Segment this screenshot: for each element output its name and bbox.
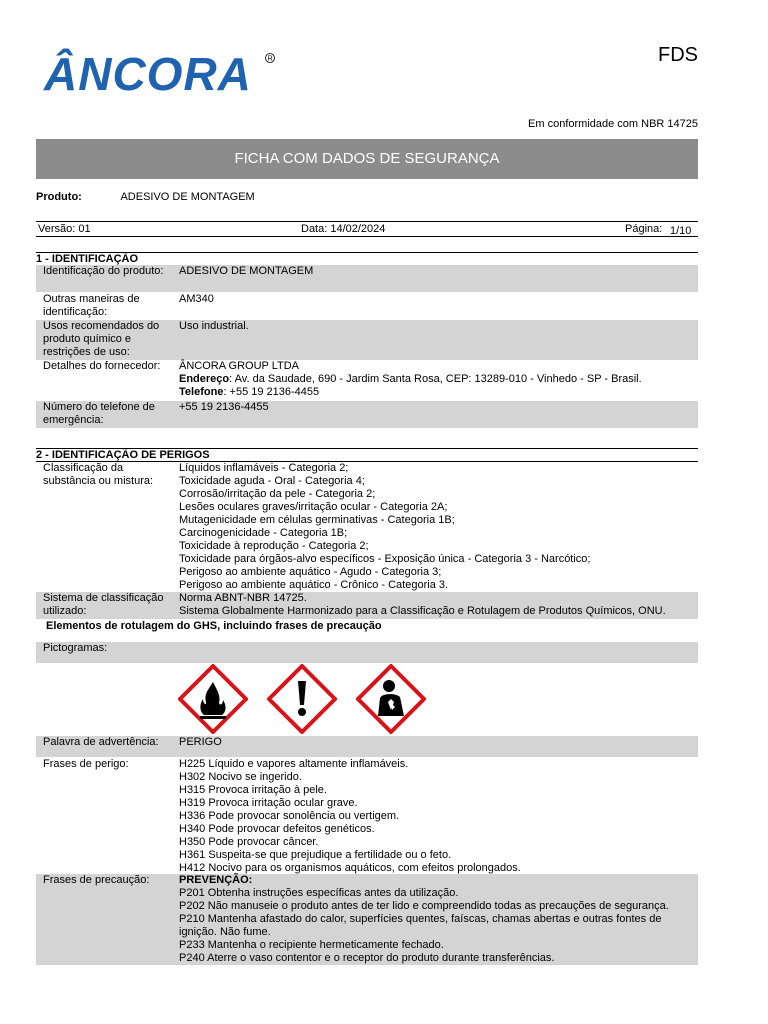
precaution-statement: P202 Não manuseie o produto antes de ter lido e compreendido todas as precauções de segurança. (179, 900, 669, 912)
page-number: 1/10 (670, 225, 692, 237)
product-label: Produto: (36, 191, 82, 203)
precaution-block (179, 874, 699, 965)
precaution-statement: P233 Mantenha o recipiente hermeticamente fechado. (179, 939, 444, 951)
precaution-statement: P201 Obtenha instruções específicas antes da utilização. (179, 887, 459, 899)
hazard-statement: H412 Nocivo para os organismos aquáticos, com efeitos prolongados. (179, 862, 521, 874)
row-value: Uso industrial. (179, 320, 249, 332)
row-key: Outras maneiras de identificação: (43, 293, 140, 318)
row-key: Sistema de classificação utilizado: (43, 592, 164, 617)
row-key: Classificação da substância ou mistura: (43, 462, 154, 487)
exclamation-icon (267, 664, 337, 734)
row-product-identification (36, 265, 698, 292)
classification-item: Perigoso ao ambiente aquático - Agudo - Categoria 3; (179, 566, 442, 578)
classification-item: Toxicidade para órgãos-alvo específicos - Exposição única - Categoria 3 - Narcótico; (179, 553, 591, 565)
precaution-statement: P210 Mantenha afastado do calor, superfícies quentes, faíscas, chamas abertas e outras fontes de (179, 913, 662, 925)
section-1-heading: 1 - IDENTIFICAÇÃO (36, 252, 698, 266)
classification-item: Toxicidade à reprodução - Categoria 2; (179, 540, 369, 552)
row-key: Usos recomendados do produto químico e restrições de uso: (43, 320, 160, 358)
address-value: : Av. da Saudade, 690 - Jardim Santa Rosa, CEP: 13289-010 - Vinhedo - SP - Brasil. (229, 373, 642, 385)
hazard-statement: H336 Pode provocar sonolência ou vertigem. (179, 810, 400, 822)
hazard-statement: H361 Suspeita-se que prejudique a fertilidade ou o feto. (179, 849, 452, 861)
classification-item: Corrosão/irritação da pele - Categoria 2; (179, 488, 376, 500)
row-key: Frases de perigo: (43, 758, 129, 770)
hazard-statement: H340 Pode provocar defeitos genéticos. (179, 823, 375, 835)
signal-word: PERIGO (179, 736, 222, 748)
hazard-list (179, 758, 699, 875)
row-signal-word (36, 736, 698, 757)
row-classification (36, 462, 698, 592)
row-key: Identificação do produto: (43, 265, 164, 277)
row-key: Número do telefone de emergência: (43, 401, 155, 426)
svg-text:R: R (267, 55, 273, 63)
classification-item: Lesões oculares graves/irritação ocular - Categoria 2A; (179, 501, 448, 513)
prevention-title: PREVENÇÃO: (179, 874, 253, 886)
system-item: Norma ABNT-NBR 14725. (179, 592, 307, 604)
classification-item: Líquidos inflamáveis - Categoria 2; (179, 462, 349, 474)
precaution-statement: P240 Aterre o vaso contentor e o receptor do produto durante transferências. (179, 952, 555, 964)
row-key: Detalhes do fornecedor: (43, 360, 161, 372)
row-key: Palavra de advertência: (43, 736, 159, 748)
ghs-elements-heading: Elementos de rotulagem do GHS, incluindo frases de precaução (46, 620, 382, 632)
classification-item: Toxicidade aguda - Oral - Categoria 4; (179, 475, 365, 487)
row-key: Pictogramas: (43, 642, 108, 654)
row-value: +55 19 2136-4455 (179, 401, 269, 413)
flame-icon (178, 664, 248, 734)
row-value: AM340 (179, 293, 214, 305)
hazard-statement: H350 Pode provocar câncer. (179, 836, 319, 848)
row-hazard-statements (36, 758, 698, 874)
product-line (36, 191, 255, 203)
precaution-list (179, 887, 699, 965)
health-hazard-icon (356, 664, 426, 734)
row-precautionary-statements (36, 874, 698, 965)
row-other-identification (36, 293, 698, 320)
classification-item: Perigoso ao ambiente aquático - Crônico - Categoria 3. (179, 579, 449, 591)
supplier-address (179, 373, 699, 386)
ancora-logo (42, 46, 277, 98)
conformity-note: Em conformidade com NBR 14725 (528, 118, 698, 130)
document-code: FDS (658, 44, 698, 66)
classification-list (179, 462, 699, 592)
system-list (179, 592, 699, 618)
product-name: ADESIVO DE MONTAGEM (120, 191, 255, 203)
row-supplier-details (36, 360, 698, 400)
section-2-heading: 2 - IDENTIFICAÇÃO DE PERIGOS (36, 448, 698, 462)
version: Versão: 01 (38, 223, 91, 235)
hazard-statement: H225 Líquido e vapores altamente inflamáveis. (179, 758, 409, 770)
precaution-statement: ignição. Não fume. (179, 926, 271, 938)
row-pictograms (36, 642, 698, 663)
page-label: Página: (625, 223, 663, 235)
hazard-statement: H302 Nocivo se ingerido. (179, 771, 302, 783)
supplier-company: ÂNCORA GROUP LTDA (179, 360, 300, 372)
row-recommended-uses (36, 320, 698, 360)
system-item: Sistema Globalmente Harmonizado para a Classificação e Rotulagem de Produtos Químicos, ONU. (179, 605, 666, 617)
address-label: Endereço (179, 373, 230, 385)
row-emergency-phone (36, 401, 698, 428)
document-title: FICHA COM DADOS DE SEGURANÇA (36, 139, 698, 179)
phone-label: Telefone (179, 386, 224, 398)
phone-value: : +55 19 2136-4455 (223, 386, 320, 398)
hazard-statement: H319 Provoca irritação ocular grave. (179, 797, 358, 809)
classification-item: Carcinogenicidade - Categoria 1B; (179, 527, 348, 539)
supplier-block (179, 360, 699, 399)
row-classification-system (36, 592, 698, 619)
document-meta (36, 221, 698, 237)
date: Data: 14/02/2024 (301, 223, 386, 235)
row-value: ADESIVO DE MONTAGEM (179, 265, 314, 277)
row-key: Frases de precaução: (43, 874, 150, 886)
hazard-statement: H315 Provoca irritação à pele. (179, 784, 327, 796)
logo-text: ÂNCORA (44, 48, 252, 98)
classification-item: Mutagenicidade em células germinativas - Categoria 1B; (179, 514, 455, 526)
supplier-phone (179, 386, 699, 399)
